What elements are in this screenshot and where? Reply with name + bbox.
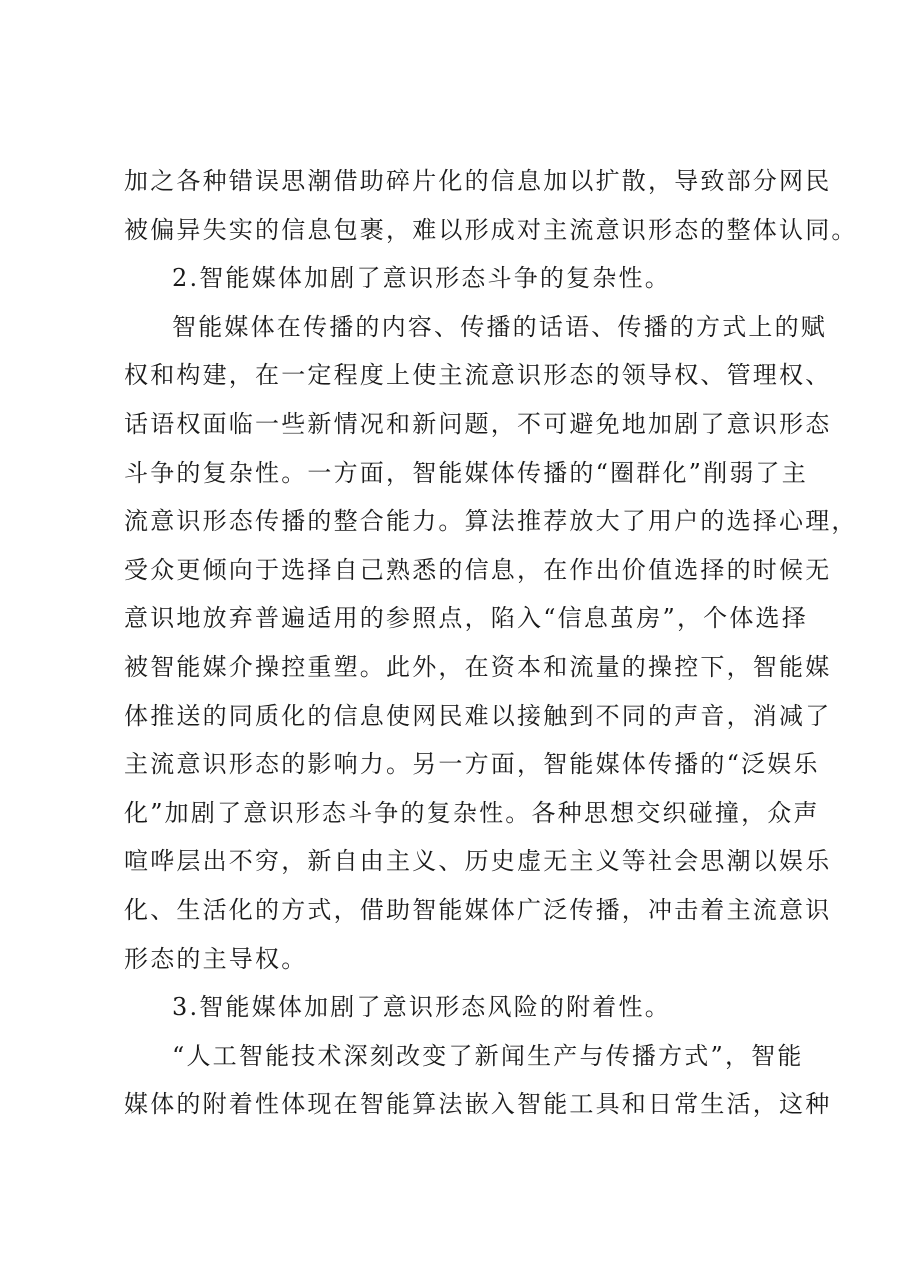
text-line: 权和构建，在一定程度上使主流意识形态的领导权、管理权、 bbox=[124, 361, 832, 390]
text-line: 形态的主导权。 bbox=[124, 944, 308, 973]
text-line: 化”加剧了意识形态斗争的复杂性。各种思想交织碰撞，众声 bbox=[124, 798, 820, 827]
text-line: 加之各种错误思潮借助碎片化的信息加以扩散，导致部分网民 bbox=[124, 167, 832, 195]
text-line: 化、生活化的方式，借助智能媒体广泛传播，冲击着主流意识 bbox=[124, 895, 832, 924]
text-line: 受众更倾向于选择自己熟悉的信息，在作出价值选择的时候无 bbox=[124, 555, 832, 584]
section-heading: 2.智能媒体加剧了意识形态斗争的复杂性。 bbox=[172, 264, 671, 293]
text-line: 体推送的同质化的信息使网民难以接触到不同的声音，消减了 bbox=[124, 701, 832, 730]
text-line: 媒体的附着性体现在智能算法嵌入智能工具和日常生活，这种 bbox=[124, 1090, 832, 1119]
document-body bbox=[124, 157, 858, 1129]
text-line: 智能媒体在传播的内容、传播的话语、传播的方式上的赋 bbox=[172, 312, 827, 341]
text-line: 被偏异失实的信息包裹，难以形成对主流意识形态的整体认同。 bbox=[124, 215, 858, 244]
text-line: 斗争的复杂性。一方面，智能媒体传播的“圈群化”削弱了主 bbox=[124, 458, 808, 487]
text-line: 话语权面临一些新情况和新问题，不可避免地加剧了意识形态 bbox=[124, 409, 832, 438]
text-line: “人工智能技术深刻改变了新闻生产与传播方式”，智能 bbox=[172, 1041, 804, 1070]
text-line: 被智能媒介操控重塑。此外，在资本和流量的操控下，智能媒 bbox=[124, 652, 832, 681]
text-line: 喧哗层出不穷，新自由主义、历史虚无主义等社会思潮以娱乐 bbox=[124, 847, 832, 876]
section-heading: 3.智能媒体加剧了意识形态风险的附着性。 bbox=[172, 993, 671, 1022]
text-line: 意识地放弃普遍适用的参照点，陷入“信息茧房”，个体选择 bbox=[124, 604, 808, 633]
text-line: 主流意识形态的影响力。另一方面，智能媒体传播的“泛娱乐 bbox=[124, 750, 820, 779]
text-line: 流意识形态传播的整合能力。算法推荐放大了用户的选择心理， bbox=[124, 507, 858, 536]
